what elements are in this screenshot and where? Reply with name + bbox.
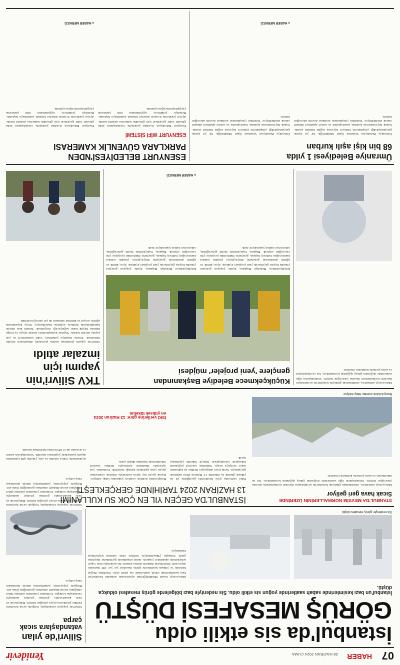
tkv-headline-line3: imzalar atıldı	[33, 348, 100, 360]
lead-headline-line2: GÖRÜŞ MESAFESİ DÜŞTÜ	[95, 596, 392, 623]
umraniye-headline-line1: Ümraniye Belediyesi 1 yılda	[286, 152, 392, 161]
umraniye-body-continued: Ümraniye Belediyesi Veteriner İşleri Müdürlüğü, bir yıl içinde gerçekleştirdiği çalışmalarla binlerce hayvana sağlık hizmeti sundu. Sokak hayvanlarının aşılama, kısırlaştırma ve tedavi işlemleri düzenli olarak sürdürülüyor. Yetkililer çalışmaların aralıksız devam edeceğini belirtti.	[192, 114, 290, 136]
survey-photo-caption: Baraj doluluk oranları takip ediliyor	[343, 392, 392, 396]
top-bar	[6, 649, 394, 661]
left-story-body: Meteoroloji uzmanları, önümüzdeki günlerde İstanbul'da sıcaklıkların mevsim normallerinin üzerine çıkacağını belirtti. Vatandaşların öğle saatlerinde doğrudan güneş ışığından korunmaları, bol su tüketmeleri ve serin yerlerde kalmaları önerildi.	[252, 474, 392, 487]
lead-rule	[86, 506, 394, 507]
right-story-photo	[6, 510, 82, 555]
survey-body-left: İSKİ verilerine göre İstanbul'da geçtiğimiz yıl en yüksek günlük su tüketimi 13 Haziran 2024 tarihinde gerçekleşti. Sıcak hava dalgasıyla birlikte su kullanımı rekor seviyeye ulaştı. Yetkililer, tasarruf çağrısında bulunarak vatandaşların bilinçli tüketim yapmasını istedi.	[170, 455, 246, 481]
survey-headline-line2: 13 HAZİRAN 2024 TARİHİNDE GERÇEKLEŞTİ	[76, 485, 246, 494]
umraniye-headline-line2: 68 bin kişi aşılı kurban	[306, 142, 392, 151]
top-rule	[6, 647, 394, 648]
mid-rule	[6, 388, 394, 389]
column-divider	[103, 169, 104, 385]
umraniye-credit: ● HABER MERKEZİ	[260, 21, 290, 25]
esenyurt-headline-line1: ESENYURT BELEDİYESİ'NDEN	[68, 152, 186, 161]
esenyurt-body: Esenyurt Belediyesi, ilçedeki parklarda vatandaşların daha güvenli vakit geçirmesi için güvenlik kamerası sistemi kurdu. Ayrıca parklarda ücretsiz internet hizmeti sunulmaya başlandı. Belediye yetkilileri, uygulamanın tüm parklarda yaygınlaştırılacağını açıkladı.	[98, 106, 186, 128]
column-divider	[85, 509, 86, 643]
youth-headline-line2: gençlere 'yeni projeler' müjdesi	[178, 367, 290, 376]
esenyurt-headline-line2: PARKLARA GÜVENLİK KAMERASI	[53, 142, 186, 151]
lower-rule	[6, 164, 394, 165]
logo: Yenidevir	[6, 650, 45, 661]
left-story-kicker: STANBUL'DA MEVSİM NORMALLERİNİN ÜZERİNDE	[278, 498, 392, 503]
section-label: HABER	[347, 652, 372, 659]
column-divider	[189, 11, 190, 161]
page-number: 07	[381, 649, 394, 661]
tkv-headline-line2: yapımı için	[43, 361, 100, 373]
survey-body-mid: Barajlardaki doluluk oranları yakından takip ediliyor. Kurak geçen kış ayları nedeniyle doluluk oranlarının geçen yılın gerisinde kaldığı belirtildi. Uzmanlar, yaz aylarında tüketimin artmasıyla birlikte tasarruf önlemlerinin önemine dikkat çekti.	[90, 459, 166, 481]
lead-subhead: İstanbul'un bazı kesimlerinde sabah saatlerinde yoğun sis etkili oldu. Sis nedeniyle bazı bölgelerde görüş mesafesi oldukça düştü.	[98, 583, 392, 595]
youth-headline-line1: Küçükçekmece Belediye Başkanından	[153, 377, 290, 386]
left-column-photo	[296, 171, 392, 261]
youth-story-body: Küçükçekmece Belediye Başkanı, ilçede yaşayan gençlere yönelik hayata geçirilecek yeni projeleri açıkladı. Spor, kültür ve eğitim alanlarında gençlerin ihtiyaçlarına yönelik tesisler kurulacağını belirten başkan, gençlerin fikirlerinin projelere yön vereceğini söyledi. Başkan, 'Gençlerimiz bizim geleceğimiz, onların her zaman yanındayız' dedi.	[200, 245, 290, 271]
survey-headline-line1: İSTANBUL'DA GEÇEN YIL EN ÇOK SU KULLANIMI	[60, 495, 246, 504]
lead-photo-2	[190, 515, 290, 579]
esenyurt-body-continued: Esenyurt Belediyesi, ilçedeki parklarda vatandaşların daha güvenli vakit geçirmesi için güvenlik kamerası sistemi kurdu. Ayrıca parklarda ücretsiz internet hizmeti sunulmaya başlandı. Belediye yetkilileri, uygulamanın tüm parklarda yaygınlaştırılacağını açıkladı.	[6, 106, 94, 128]
left-story-headline: Sıcak hava geri geliyor	[326, 490, 392, 496]
right-headline-line2: vatandaşlara sıcak çarpa	[19, 615, 82, 630]
youth-story-credit: ● HABER MERKEZİ	[166, 173, 196, 177]
right-story-body-continued: Silivri'de yaşayan vatandaşlar, bölgede sıcak havalarla birlikte yılanların ortaya çıktığını belirtti. Bahçelerde ve tarla kenarlarında görülen yılanlar nedeniyle vatandaşlar tedirgin. Uzmanlar yılanların zehirsiz türler olduğunu ancak dikkatli olunması gerektiğini ifade etti. Bölgede yaşayanlar, yetkililerden önlem alınmasını talep ediyor.	[6, 477, 82, 507]
youth-photo	[106, 275, 290, 361]
tkv-story-body: Silivri'de yapımı planlanan tesisin protokolü düzenlenen törenle imzalandı. Törene belediye yetkilileri, vakıf temsilcileri ve çok sayıda davetli katıldı. Yapılan konuşmalarda tesisin ilçeye ve bölge halkına büyük katkı sağlayacağı vurgulandı. Tesisin kısa sürede tamamlanarak hizmete açılması hedefleniyor. Proje kapsamında eğitim, sosyal ve kültürel alanların da yer alacağı belirtildi.	[6, 318, 100, 344]
left-column-body: Meteoroloji uzmanları, önümüzdeki günlerde İstanbul'da sıcaklıkların mevsim normallerinin üzerine çıkacağını belirtti. Vatandaşların öğle saatlerinde doğrudan güneş ışığından korunmaları, bol su tüketmeleri ve serin yerlerde kalmaları önerildi.	[296, 368, 392, 385]
lead-photo-1	[294, 515, 392, 579]
issue-date: 28 HAZİRAN 2024 CUMA	[291, 652, 338, 658]
lead-story-body: Meteoroloji Genel Müdürlüğü'nün uyarılarının ardından İstanbul'un bazı kesimlerinde sabah saatlerinde sis etkili oldu. Özellikle Boğaz hattında ve yüksek kesimlerde görüş mesafesi yer yer 100 metrenin altına indi. Sürücülerin dikkatli olması istendi. Sis nedeniyle bazı vapur seferlerinde aksamalar yaşandı, deniz ulaşımında gecikmeler meydana geldi. Güneşin yükselmesiyle birlikte sisin etkisini kaybetmesi bekleniyor.	[88, 549, 186, 579]
lead-photo-caption: Sis nedeniyle görüş mesafesi düştü	[341, 510, 392, 514]
bottom-rule	[6, 8, 394, 9]
right-headline-line1: Silivri'de yılan	[21, 632, 82, 642]
tkv-headline-line1: TKV Silivri'nin	[25, 374, 100, 386]
right-story-body: Silivri'de yaşayan vatandaşlar, bölgede sıcak havalarla birlikte yılanların ortaya çıktığını belirtti. Bahçelerde ve tarla kenarlarında görülen yılanlar nedeniyle vatandaşlar tedirgin. Uzmanlar yılanların zehirsiz türler olduğunu ancak dikkatli olunması gerektiğini ifade etti. Bölgede yaşayanlar, yetkililerden önlem alınmasını talep ediyor.	[6, 579, 82, 609]
column-divider	[293, 169, 294, 385]
lead-headline-line1: İstanbul'da sis etkili oldu	[154, 622, 392, 644]
survey-photo	[252, 397, 392, 457]
tkv-photo	[6, 171, 100, 241]
survey-body-right: Açıklamada, bahçe sulama ve araç yıkama gibi işlemlerin akşam saatlerinde yapılması önerildi. Vatandaşların sızıntı ve arızaları ALO 185 hattına bildirmesi istendi.	[6, 448, 86, 461]
umraniye-body: Ümraniye Belediyesi Veteriner İşleri Müdürlüğü, bir yıl içinde gerçekleştirdiği çalışmalarla binlerce hayvana sağlık hizmeti sundu. Sokak hayvanlarının aşılama, kısırlaştırma ve tedavi işlemleri düzenli olarak sürdürülüyor. Yetkililer çalışmaların aralıksız devam edeceğini belirtti.	[294, 114, 392, 136]
esenyurt-credit: ● HABER MERKEZİ	[64, 21, 94, 25]
esenyurt-subhead: ESENYURT WİFİ SİSTEMİ	[125, 131, 186, 137]
youth-story-body-continued: Küçükçekmece Belediye Başkanı, ilçede yaşayan gençlere yönelik hayata geçirilecek yeni projeleri açıkladı. Spor, kültür ve eğitim alanlarında gençlerin ihtiyaçlarına yönelik tesisler kurulacağını belirten başkan, gençlerin fikirlerinin projelere yön vereceğini söyledi. Başkan, 'Gençlerimiz bizim geleceğimiz, onların her zaman yanındayız' dedi.	[106, 245, 196, 271]
survey-highlight: İSKİ verilerine göre: 13 Haziran 2024 en yüksek tüketim	[93, 410, 166, 420]
